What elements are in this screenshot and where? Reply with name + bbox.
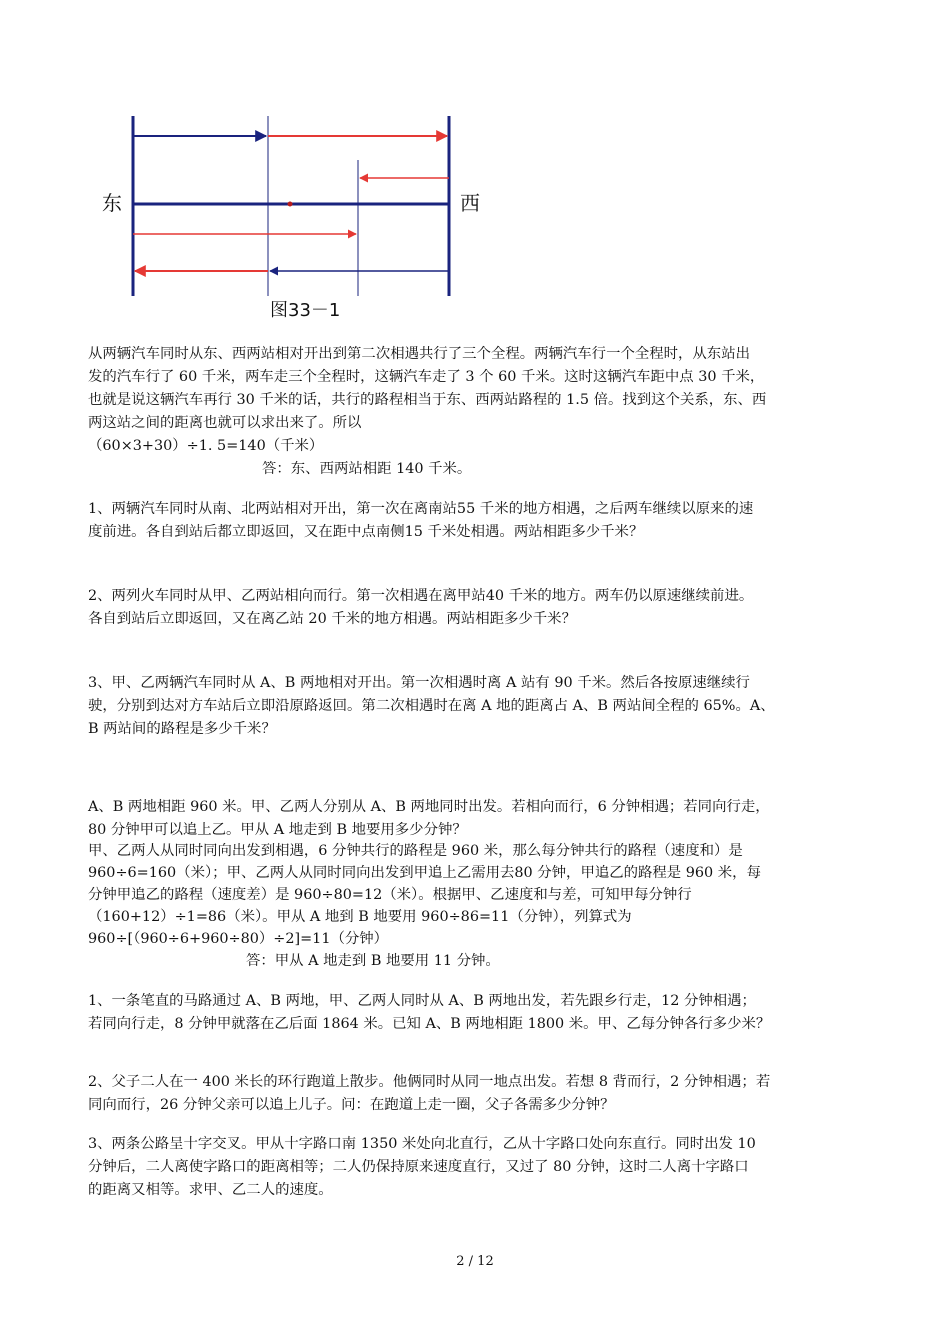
exercise-line: 各自到站后立即返回，又在离乙站 20 千米的地方相遇。两站相距多少千米？ [88,611,576,627]
diagram-33-1 [96,108,496,328]
exercise-line: 度前进。各自到站后都立即返回，又在距中点南侧15 千米处相遇。两站相距多少千米？ [88,524,644,540]
exercise-line: 1、两辆汽车同时从南、北两站相对开出，第一次在离南站55 千米的地方相遇，之后两车继续以原来的速 [88,501,754,517]
solution-line: 甲、乙两人从同时同向出发到相遇，6 分钟共行的路程是 960 米，那么每分钟共行的路程（速度和）是 [88,843,743,859]
west-label: 西 [460,191,480,215]
exercise-line: 的距离又相等。求甲、乙二人的速度。 [88,1182,333,1198]
solution-line: 发的汽车行了 60 千米，两车走三个全程时，这辆汽车走了 3 个 60 千米。这时这辆汽车距中点 30 千米， [88,369,765,385]
exercise-line: 分钟后，二人离使字路口的距离相等；二人仍保持原来速度直行，又过了 80 分钟，这时二人离十字路口 [88,1159,749,1175]
exercise-line: 3、甲、乙两辆汽车同时从 A、B 两地相对开出。第一次相遇时离 A 站有 90 千米。然后各按原速继续行 [88,675,750,691]
problem-line: 80 分钟甲可以追上乙。甲从 A 地走到 B 地要用多少分钟？ [88,822,467,838]
solution-line: 两这站之间的距离也就可以求出来了。所以 [88,415,362,431]
exercise-line: 3、两条公路呈十字交叉。甲从十字路口南 1350 米处向北直行，乙从十字路口处向东直行。同时出发 10 [88,1136,756,1152]
exercise-line: 若同向行走，8 分钟甲就落在乙后面 1864 米。已知 A、B 两地相距 1800 米。甲、乙每分钟各行多少米？ [88,1016,771,1032]
solution-line: 分钟甲追乙的路程（速度差）是 960÷80=12（米）。根据甲、乙速度和与差，可知甲每分钟行 [88,887,692,903]
exercise-line: 1、一条笔直的马路通过 A、B 两地，甲、乙两人同时从 A、B 两地出发，若先跟乡行走，12 分钟相遇； [88,993,756,1009]
figure-caption: 图33－1 [270,300,341,321]
solution-line: 960÷6=160（米）；甲、乙两人从同时同向出发到甲追上乙需用去80 分钟，甲追乙的路程是 960 米，每 [88,865,761,881]
exercise-line: B 两站间的路程是多少千米？ [88,721,276,737]
problem-line: A、B 两地相距 960 米。甲、乙两人分别从 A、B 两地同时出发。若相向而行，6 分钟相遇；若同向行走， [88,799,770,815]
answer-line: 答：甲从 A 地走到 B 地要用 11 分钟。 [246,953,500,969]
solution-line: 也就是说这辆汽车再行 30 千米的话，共行的路程相当于东、西两站路程的 1.5 倍。找到这个关系，东、西 [88,392,767,408]
solution-line: （160+12）÷1=86（米）。甲从 A 地到 B 地要用 960÷86=11（分钟），列算式为 [88,909,632,925]
exercise-line: 驶，分别到达对方车站后立即沿原路返回。第二次相遇时在离 A 地的距离占 A、B 两站间全程的 65%。A、 [88,698,775,714]
answer-line: 答：东、西两站相距 140 千米。 [262,461,472,477]
midpoint-dot [288,202,293,207]
exercise-line: 2、父子二人在一 400 米长的环行跑道上散步。他俩同时从同一地点出发。若想 8 背而行，2 分钟相遇；若 [88,1074,771,1090]
east-label: 东 [102,191,122,215]
page-number: 2 / 12 [456,1254,494,1269]
solution-line: 从两辆汽车同时从东、西两站相对开出到第二次相遇共行了三个全程。两辆汽车行一个全程时，从东站出 [88,346,750,362]
exercise-line: 2、两列火车同时从甲、乙两站相向而行。第一次相遇在离甲站40 千米的地方。两车仍以原速继续前进。 [88,588,754,604]
formula-line: （60×3+30）÷1. 5=140（千米） [88,438,324,454]
exercise-line: 同向而行，26 分钟父亲可以追上儿子。问：在跑道上走一圈，父子各需多少分钟？ [88,1097,615,1113]
formula-line: 960÷[（960÷6+960÷80）÷2]=11（分钟） [88,931,389,947]
